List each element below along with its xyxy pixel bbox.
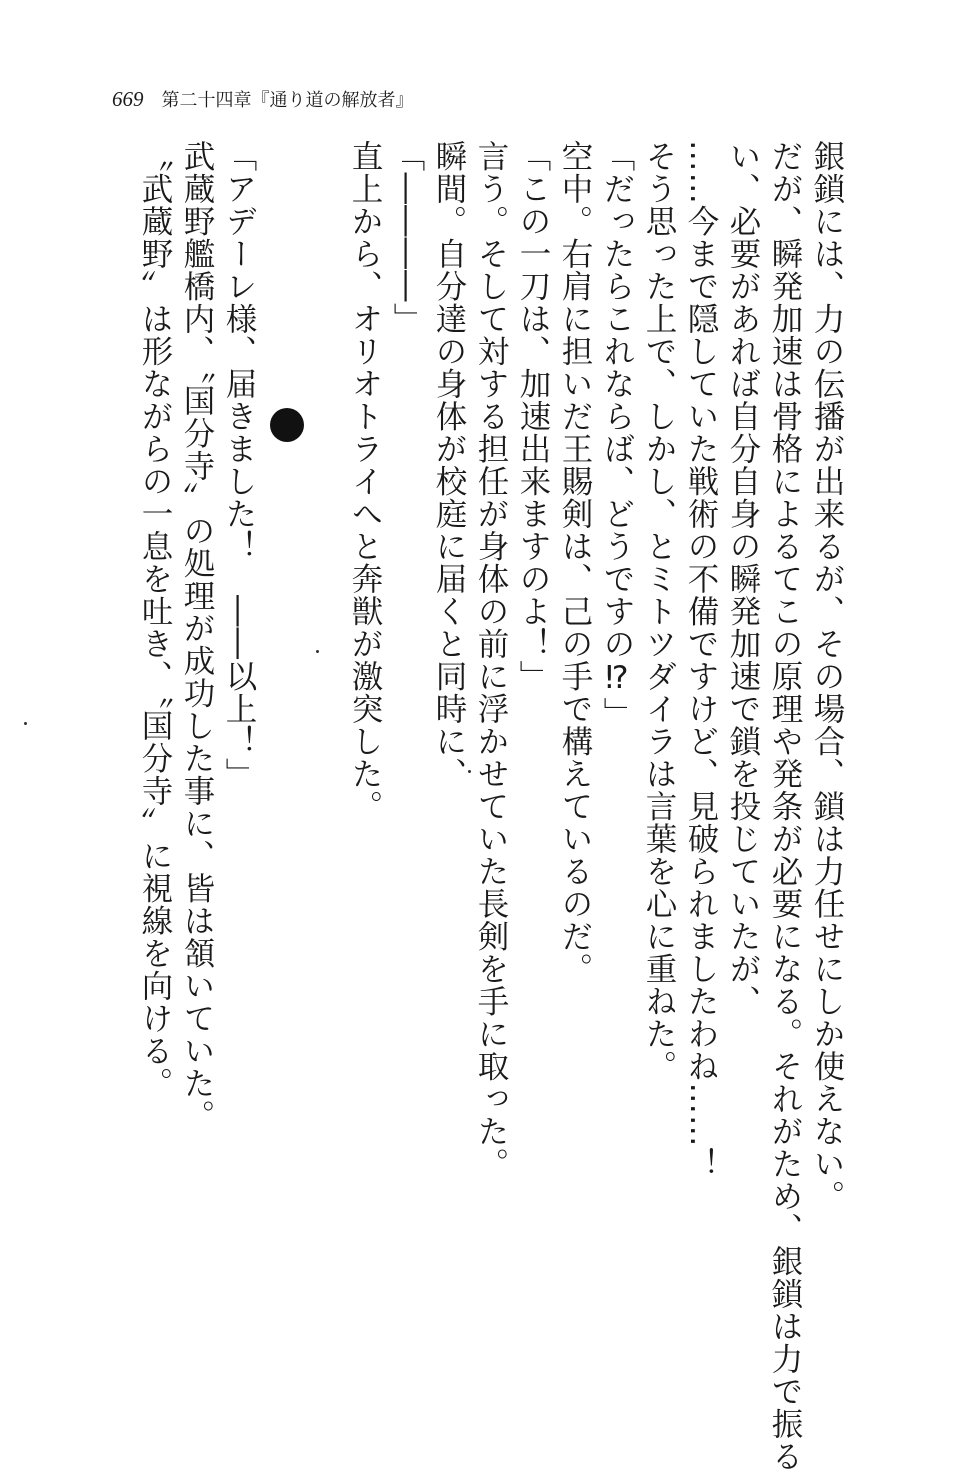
running-header xyxy=(112,86,414,116)
paragraph-line: そう思った上で、しかし、とミトツダイラは言葉を心に重ねた。 xyxy=(641,140,677,1083)
paragraph-line: 「この一刀は、加速出来ますのよ！」 xyxy=(515,140,551,693)
paragraph-line: い、必要があれば自分自身の瞬発加速で鎖を投じていたが、 xyxy=(725,140,761,1018)
paragraph-line: 直上から、オリオトライへと奔獣が激突した。 xyxy=(347,140,383,823)
paragraph-line: 空中。右肩に担いだ王賜剣は、己の手で構えているのだ。 xyxy=(557,140,593,985)
paragraph-line: 「だったらこれならば、どうですの⁉」 xyxy=(599,140,635,730)
scene-break-gap xyxy=(260,140,302,1240)
paragraph-line: 「――――」 xyxy=(389,140,425,335)
scan-speck xyxy=(316,650,319,653)
paragraph-line: 銀鎖には、力の伝播が出来るが、その場合、鎖は力任せにしか使えない。 xyxy=(809,140,845,1213)
paragraph-line: 武蔵野艦橋内、〝国分寺〟の処理が成功した事に、皆は頷いていた。 xyxy=(179,140,215,1132)
paragraph-line: だが、瞬発加速は骨格によるてこの原理や発条が必要になる。それがため、銀鎖は力で振る xyxy=(767,140,803,1473)
vertical-body-text xyxy=(134,140,848,1473)
scan-speck xyxy=(24,722,27,725)
page-number: 669 xyxy=(112,87,144,111)
paragraph-line: 「アデーレ様、届きました！ ――以上！」 xyxy=(221,140,257,790)
scan-speck xyxy=(468,770,471,773)
scene-break-gap xyxy=(302,140,344,1240)
scene-break-dot-icon xyxy=(270,408,304,442)
paragraph-line: 〝武蔵野〟は形ながらの一息を吐き、〝国分寺〟に視線を向ける。 xyxy=(137,140,173,1100)
chapter-title: 第二十四章『通り道の解放者』 xyxy=(161,90,414,111)
paragraph-line: 言う。そして対する担任が身体の前に浮かせていた長剣を手に取った。 xyxy=(473,140,509,1180)
paragraph-line: ……今まで隠していた戦術の不備ですけど、見破られましたわね……！ xyxy=(683,140,719,1180)
paragraph-line: 瞬間。自分達の身体が校庭に届くと同時に、 xyxy=(431,140,467,790)
